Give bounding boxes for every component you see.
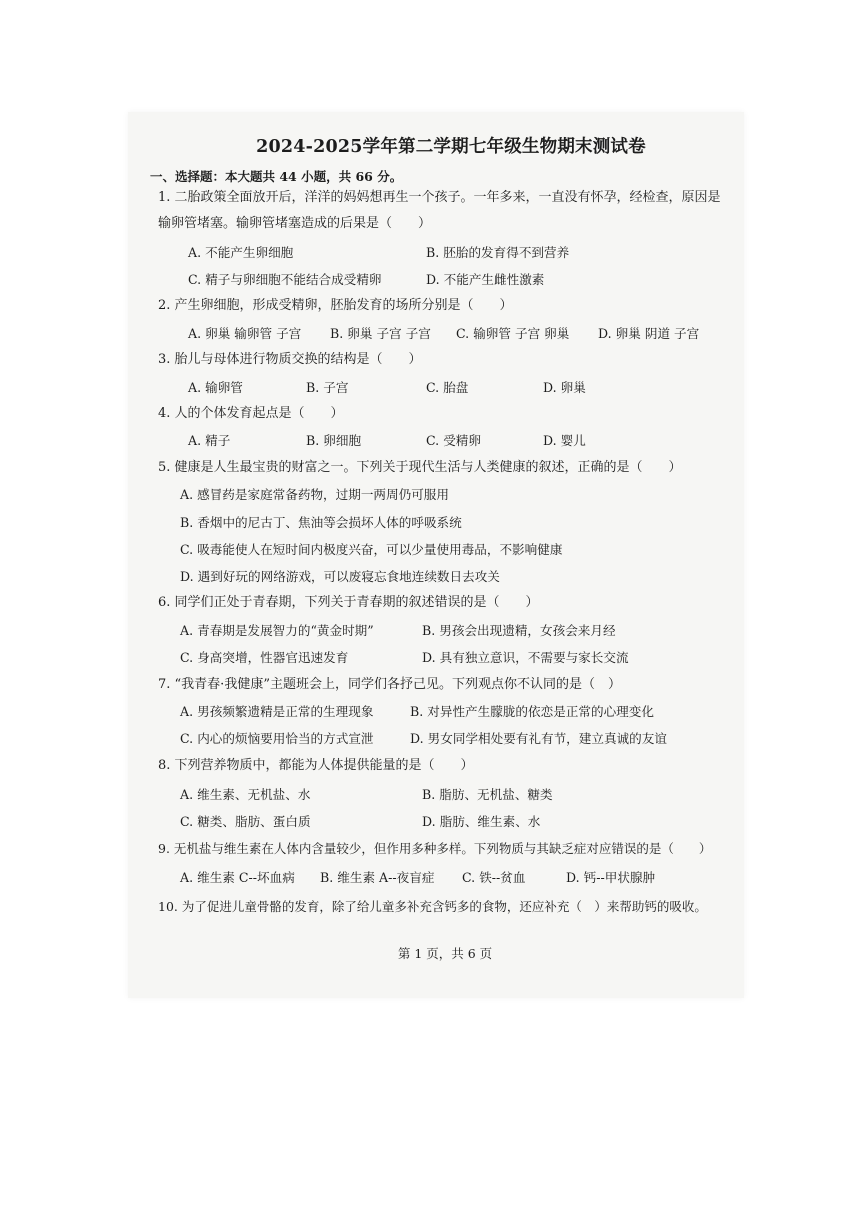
question-4-option-a: A. 精子: [188, 433, 231, 448]
section-heading: 一、选择题：本大题共 44 小题，共 66 分。: [150, 169, 403, 184]
question-9-option-a: A. 维生素 C--坏血病: [180, 870, 295, 885]
question-8-option-b: B. 脂肪、无机盐、糖类: [422, 787, 553, 802]
question-6-option-d: D. 具有独立意识，不需要与家长交流: [422, 650, 629, 665]
question-5-option-b: B. 香烟中的尼古丁、焦油等会损坏人体的呼吸系统: [180, 515, 462, 530]
question-2-option-b: B. 卵巢 子宫 子宫: [330, 326, 431, 341]
question-8-option-d: D. 脂肪、维生素、水: [422, 814, 541, 829]
question-7-option-a: A. 男孩频繁遗精是正常的生理现象: [180, 704, 374, 719]
question-4-option-d: D. 婴儿: [543, 433, 586, 448]
question-2-option-a: A. 卵巢 输卵管 子宫: [188, 326, 302, 341]
question-5-option-c: C. 吸毒能使人在短时间内极度兴奋，可以少量使用毒品，不影响健康: [180, 542, 563, 557]
page-number-footer: 第 1 页，共 6 页: [397, 946, 493, 961]
question-8-option-a: A. 维生素、无机盐、水: [180, 787, 311, 802]
question-5-line-1: 5. 健康是人生最宝贵的财富之一。下列关于现代生活与人类健康的叙述，正确的是（ ）: [158, 460, 682, 475]
question-4-option-b: B. 卵细胞: [306, 433, 362, 448]
question-10-line-1: 10. 为了促进儿童骨骼的发育，除了给儿童多补充含钙多的食物，还应补充（ ）来帮助钙的吸收。: [158, 899, 707, 914]
question-1-option-a: A. 不能产生卵细胞: [188, 245, 294, 260]
question-1-line-1: 1. 二胎政策全面放开后，洋洋的妈妈想再生一个孩子。一年多来，一直没有怀孕，经检查，原因是: [158, 190, 721, 205]
question-6-option-a: A. 青春期是发展智力的“黄金时期”: [180, 623, 374, 638]
question-6-option-b: B. 男孩会出现遗精，女孩会来月经: [422, 623, 616, 638]
question-3-option-a: A. 输卵管: [188, 380, 243, 395]
question-4-option-c: C. 受精卵: [426, 433, 481, 448]
question-3-option-b: B. 子宫: [306, 380, 349, 395]
question-4-line-1: 4. 人的个体发育起点是（ ）: [158, 406, 344, 421]
question-2-line-1: 2. 产生卵细胞，形成受精卵，胚胎发育的场所分别是（ ）: [158, 298, 513, 313]
question-6-option-c: C. 身高突增，性器官迅速发育: [180, 650, 349, 665]
question-9-option-b: B. 维生素 A--夜盲症: [320, 870, 435, 885]
question-3-option-d: D. 卵巢: [543, 380, 586, 395]
question-9-option-c: C. 铁--贫血: [462, 870, 526, 885]
question-9-line-1: 9. 无机盐与维生素在人体内含量较少，但作用多种多样。下列物质与其缺乏症对应错误的是（ ）: [158, 841, 712, 856]
question-1-option-b: B. 胚胎的发育得不到营养: [426, 245, 570, 260]
question-5-option-d: D. 遇到好玩的网络游戏，可以废寝忘食地连续数日去攻关: [180, 569, 500, 584]
exam-title: 2024-2025学年第二学期七年级生物期末测试卷: [256, 137, 646, 157]
question-7-option-d: D. 男女同学相处要有礼有节，建立真诚的友谊: [410, 731, 667, 746]
question-5-option-a: A. 感冒药是家庭常备药物，过期一两周仍可服用: [180, 487, 449, 502]
question-8-line-1: 8. 下列营养物质中，都能为人体提供能量的是（ ）: [158, 758, 474, 773]
question-7-option-b: B. 对异性产生朦胧的依恋是正常的心理变化: [410, 704, 654, 719]
question-8-option-c: C. 糖类、脂肪、蛋白质: [180, 814, 311, 829]
question-3-line-1: 3. 胎儿与母体进行物质交换的结构是（ ）: [158, 352, 422, 367]
question-3-option-c: C. 胎盘: [426, 380, 469, 395]
question-1-option-c: C. 精子与卵细胞不能结合成受精卵: [188, 272, 382, 287]
question-2-option-d: D. 卵巢 阴道 子宫: [598, 326, 700, 341]
question-1-option-d: D. 不能产生雌性激素: [426, 272, 545, 287]
question-7-line-1: 7. “我青春·我健康”主题班会上，同学们各抒己见。下列观点你不认同的是（ ）: [158, 677, 621, 692]
question-9-option-d: D. 钙--甲状腺肿: [566, 870, 656, 885]
question-2-option-c: C. 输卵管 子宫 卵巢: [456, 326, 570, 341]
question-6-line-1: 6. 同学们正处于青春期，下列关于青春期的叙述错误的是（ ）: [158, 595, 539, 610]
question-1-line-2: 输卵管堵塞。输卵管堵塞造成的后果是（ ）: [158, 216, 432, 231]
question-7-option-c: C. 内心的烦恼要用恰当的方式宣泄: [180, 731, 374, 746]
